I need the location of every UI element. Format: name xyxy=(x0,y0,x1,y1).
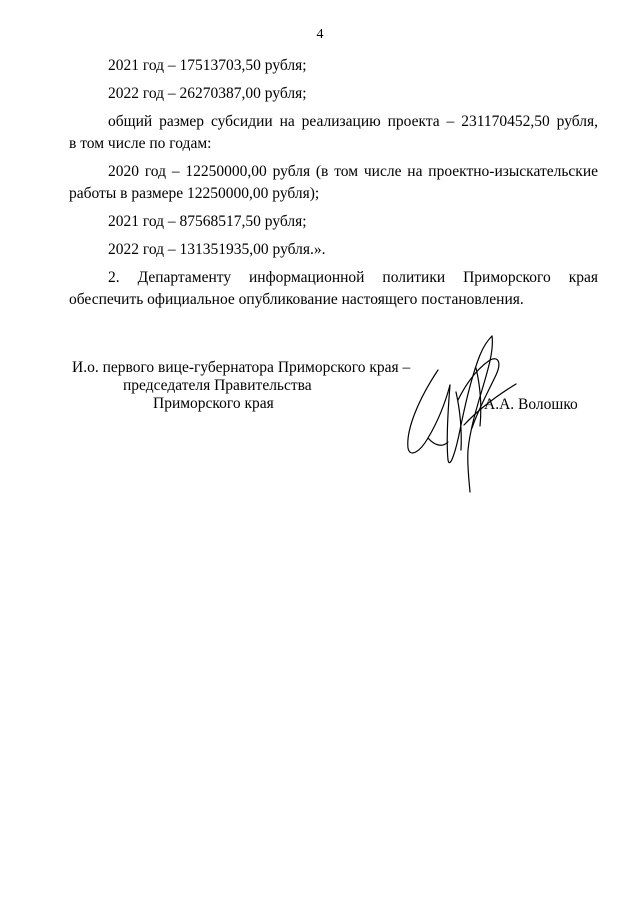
text-line: работы в размере 12250000,00 рубля); xyxy=(69,185,320,202)
text-line: обеспечить официальное опубликование настоящего постановления. xyxy=(69,291,524,308)
signatory-title-line3: Приморского края xyxy=(153,395,274,412)
text-line: 2. Департаменту информационной политики Приморского края xyxy=(108,269,598,286)
text-line: общий размер субсидии на реализацию проекта – 231170452,50 рубля, xyxy=(108,113,598,130)
page-number: 4 xyxy=(316,27,324,42)
text-line: в том числе по годам: xyxy=(69,135,212,152)
signatory-title-line2: председателя Правительства xyxy=(123,377,312,394)
text-line: 2022 год – 26270387,00 рубля; xyxy=(108,85,307,102)
text-line: 2021 год – 87568517,50 рубля; xyxy=(108,213,307,230)
signer-name: А.А. Волошко xyxy=(484,396,578,413)
signatory-title-line1: И.о. первого вице-губернатора Приморского края – xyxy=(72,359,411,376)
text-line: 2021 год – 17513703,50 рубля; xyxy=(108,57,307,74)
text-line: 2022 год – 131351935,00 рубля.». xyxy=(108,241,326,258)
text-line: 2020 год – 12250000,00 рубля (в том числе на проектно-изыскательские xyxy=(108,163,598,180)
